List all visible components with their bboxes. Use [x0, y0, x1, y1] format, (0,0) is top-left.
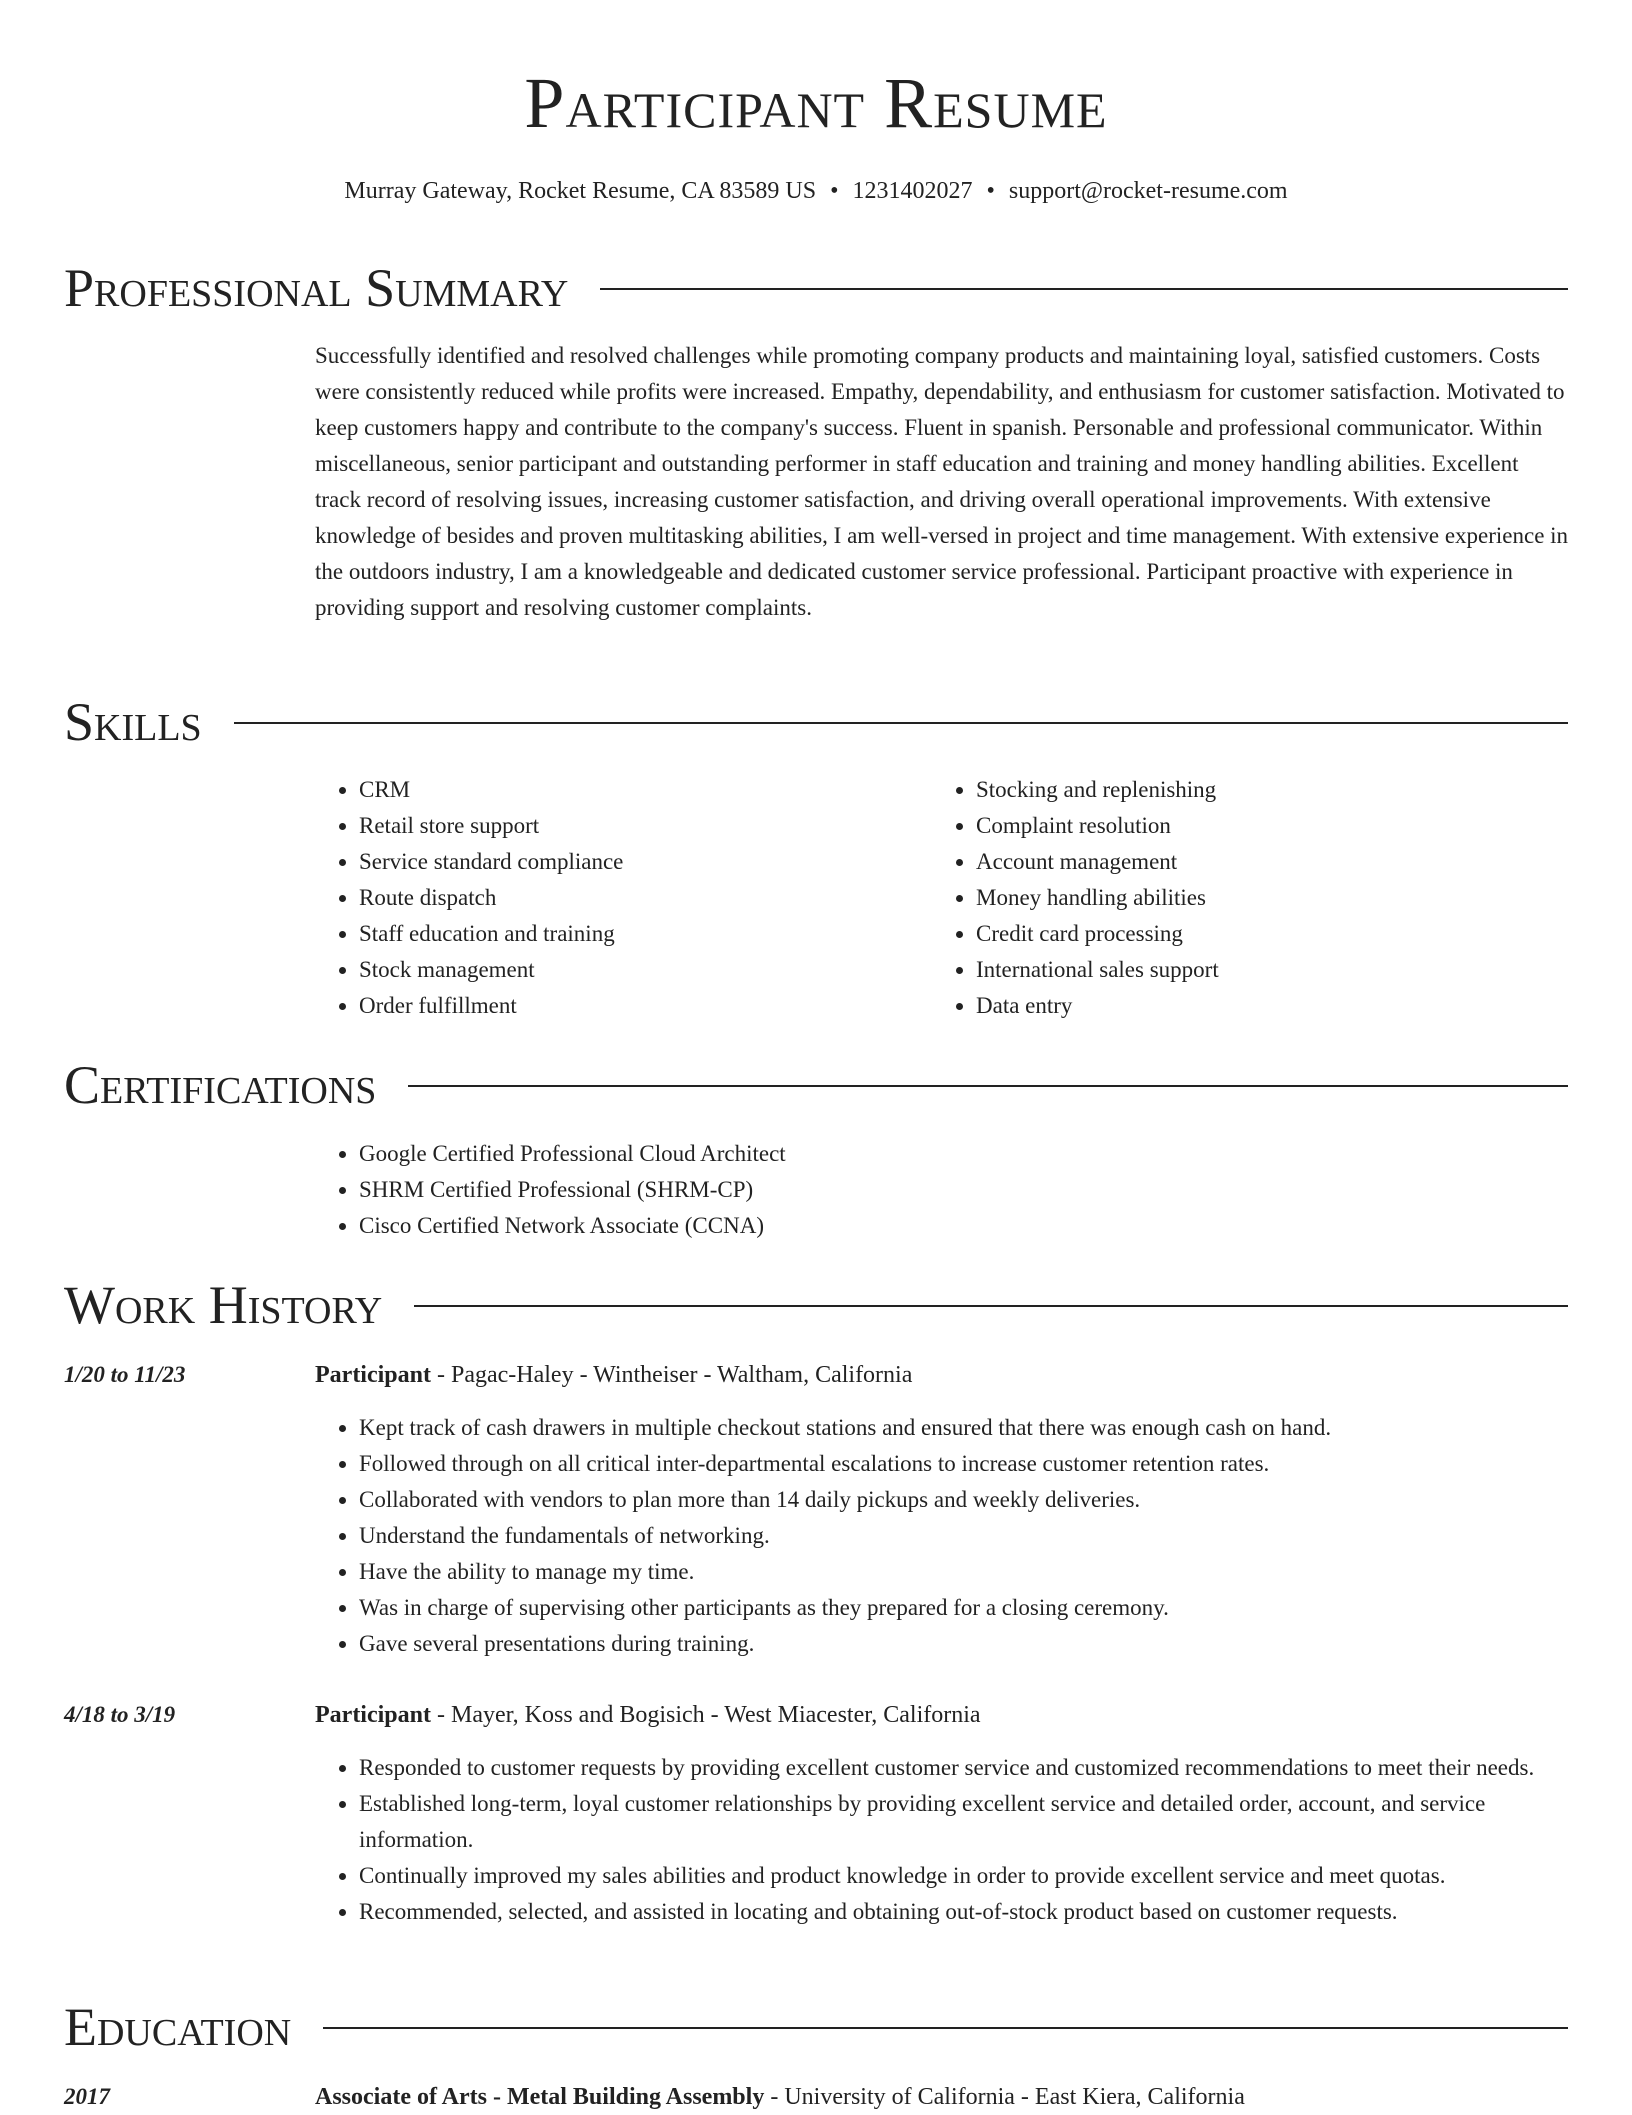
contact-separator: • — [986, 178, 995, 204]
certifications-heading-text: Certifications — [64, 1055, 377, 1115]
certifications-list — [315, 1136, 1570, 1244]
summary-heading-rule — [600, 288, 1568, 290]
work-history-heading-rule — [414, 1305, 1568, 1307]
education-heading-rule — [323, 2027, 1568, 2029]
skill-item: • Stock management — [359, 952, 915, 988]
skill-item: • International sales support — [976, 952, 1532, 988]
job-bullet: • Have the ability to manage my time. — [359, 1554, 1570, 1590]
job-bullet: • Was in charge of supervising other participants as they prepared for a closing ceremony. — [359, 1590, 1570, 1626]
job-title: Participant — [315, 1702, 431, 1728]
job-dates: 4/18 to 3/19 — [64, 1702, 176, 1727]
job-bullet: • Recommended, selected, and assisted in locating and obtaining out-of-stock product based on customer requests. — [359, 1894, 1570, 1930]
certification-item: • Google Certified Professional Cloud Architect — [359, 1136, 1570, 1172]
contact-address: Murray Gateway, Rocket Resume, CA 83589 US — [344, 178, 817, 204]
education-degree: Associate of Arts - Metal Building Assembly — [315, 2084, 765, 2110]
summary-heading — [64, 255, 1568, 321]
contact-phone: 1231402027 — [852, 178, 973, 204]
skills-heading-rule — [234, 722, 1568, 724]
skill-item: • Account management — [976, 844, 1532, 880]
job-bullet: • Responded to customer requests by providing excellent customer service and customized recommendations to meet their needs. — [359, 1750, 1570, 1786]
skill-item: • Order fulfillment — [359, 988, 915, 1024]
skill-item: • CRM — [359, 772, 915, 808]
job-bullet: • Continually improved my sales abilities and product knowledge in order to provide excellent service and meet quotas. — [359, 1858, 1570, 1894]
skill-item: • Money handling abilities — [976, 880, 1532, 916]
job-bullet: • Established long-term, loyal customer relationships by providing excellent service and detailed order, account, and service information. — [359, 1786, 1570, 1858]
certifications-heading-rule — [408, 1085, 1568, 1087]
skills-list-left — [315, 772, 915, 1024]
job-bullet: • Gave several presentations during training. — [359, 1626, 1570, 1662]
education-heading — [64, 1994, 1568, 2060]
skill-item: • Credit card processing — [976, 916, 1532, 952]
resume-title: Participant Resume — [524, 63, 1108, 143]
skills-column-right — [932, 772, 1532, 1024]
certifications-heading — [64, 1052, 1568, 1118]
certification-item: • Cisco Certified Network Associate (CCNA) — [359, 1208, 1570, 1244]
skill-item: • Retail store support — [359, 808, 915, 844]
skill-item: • Staff education and training — [359, 916, 915, 952]
summary-text: Successfully identified and resolved challenges while promoting company products and maintaining loyal, satisfied customers. Costs were consistently reduced while profits were increased. Empathy, dependability, and enthusiasm for customer satisfaction. Motivated to keep customers happy and contribute to the company's success. Fluent in spanish. Personable and professional communicator. Within miscellaneous, senior participant and outstanding performer in staff education and training and money handling abilities. Excellent track record of resolving issues, increasing customer satisfaction, and driving overall operational improvements. With extensive knowledge of besides and proven multitasking abilities, I am well-versed in project and time management. With extensive experience in the outdoors industry, I am a knowledgeable and dedicated customer service professional. Participant proactive with experience in providing support and resolving customer complaints. — [315, 343, 1569, 620]
job-bullets — [315, 1750, 1570, 1930]
skill-item: • Route dispatch — [359, 880, 915, 916]
job-dates: 1/20 to 11/23 — [64, 1362, 186, 1387]
skill-item: • Service standard compliance — [359, 844, 915, 880]
skill-item: • Data entry — [976, 988, 1532, 1024]
job-title: Participant — [315, 1362, 431, 1388]
job-employer: - Mayer, Koss and Bogisich - West Miacester, California — [430, 1702, 981, 1728]
education-heading-text: Education — [64, 1997, 292, 2057]
contact-separator: • — [830, 178, 839, 204]
job-heading — [315, 1357, 1570, 1393]
summary-heading-text: Professional Summary — [64, 258, 569, 318]
contact-email: support@rocket-resume.com — [1008, 178, 1288, 204]
work-history-heading — [64, 1272, 1568, 1338]
job-bullet: • Collaborated with vendors to plan more than 14 daily pickups and weekly deliveries. — [359, 1482, 1570, 1518]
contact-line — [0, 174, 1632, 208]
job-heading — [315, 1697, 1570, 1733]
education-year: 2017 — [64, 2084, 110, 2109]
work-history-heading-text: Work History — [64, 1275, 383, 1335]
job-bullet-list — [315, 1750, 1570, 1930]
job-bullet-list — [315, 1410, 1570, 1662]
certifications-block — [315, 1136, 1570, 1244]
education-line — [315, 2079, 1570, 2115]
job-bullets — [315, 1410, 1570, 1662]
skills-column-left — [315, 772, 915, 1024]
job-bullet: • Kept track of cash drawers in multiple checkout stations and ensured that there was enough cash on hand. — [359, 1410, 1570, 1446]
skills-heading-text: Skills — [64, 692, 202, 752]
job-bullet: • Followed through on all critical inter-departmental escalations to increase customer retention rates. — [359, 1446, 1570, 1482]
job-bullet: • Understand the fundamentals of networking. — [359, 1518, 1570, 1554]
job-employer: - Pagac-Haley - Wintheiser - Waltham, California — [430, 1362, 913, 1388]
skill-item: • Complaint resolution — [976, 808, 1532, 844]
education-school: - University of California - East Kiera, California — [764, 2084, 1245, 2110]
certification-item: • SHRM Certified Professional (SHRM-CP) — [359, 1172, 1570, 1208]
skills-heading — [64, 689, 1568, 755]
skill-item: • Stocking and replenishing — [976, 772, 1532, 808]
skills-list-right — [932, 772, 1532, 1024]
